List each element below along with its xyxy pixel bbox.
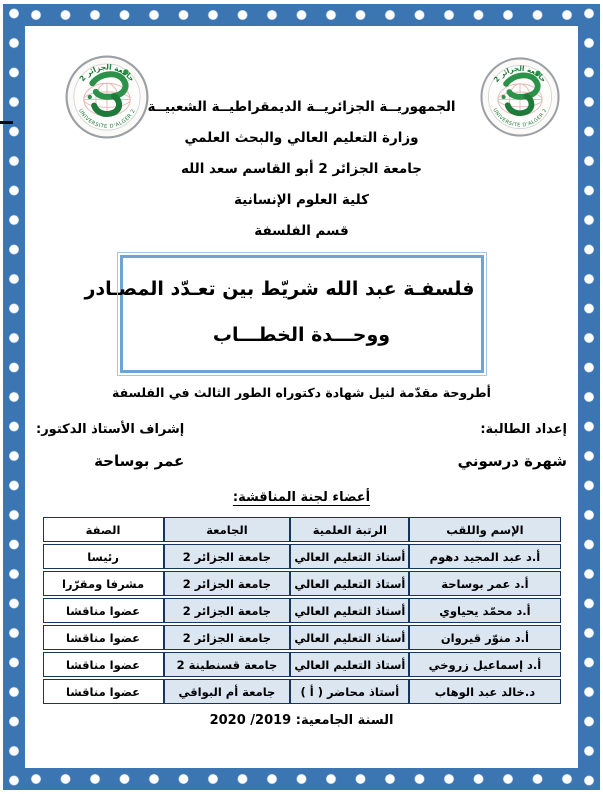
table-row: [43, 652, 561, 677]
table-cell: أ.د محمّد يحياوي: [409, 598, 560, 623]
supervisor-name: عمر بوساحة: [94, 452, 185, 470]
page-content: [30, 26, 573, 768]
header-line: وزارة التعليم العالي والبحث العلمي: [184, 130, 419, 146]
table-cell: رئيسا: [43, 544, 164, 569]
table-cell: أستاذ التعليم العالي: [290, 652, 409, 677]
committee-table-body: [43, 544, 561, 704]
thesis-subtitle: أطروحة مقدّمة لنيل شهادة دكتوراه الطور الثالث في الفلسفة: [112, 385, 491, 400]
scan-mark-artifact: [0, 121, 13, 124]
committee-table: [43, 515, 561, 706]
page-border-bottom: [3, 768, 600, 790]
thesis-title-line-1: فلسفـة عبد الله شريّط بين تعـدّد المصـادر: [84, 278, 475, 300]
table-cell: جامعة قسنطينة 2: [164, 652, 291, 677]
table-row: [43, 598, 561, 623]
page-border-right: [578, 4, 600, 790]
column-header: الجامعة: [164, 517, 291, 542]
table-cell: عضوا مناقشا: [43, 625, 164, 650]
table-cell: جامعة الجزائر 2: [164, 571, 291, 596]
table-row: [43, 544, 561, 569]
column-header: الإسم واللقب: [409, 517, 560, 542]
table-row: [43, 625, 561, 650]
table-row: [43, 571, 561, 596]
table-cell: د.خالد عبد الوهاب: [409, 679, 560, 704]
thesis-title-line-2: ووحـــدة الخطـــاب: [212, 324, 391, 346]
committee-heading: أعضاء لجنة المناقشة:: [232, 490, 371, 505]
gov-headers: [30, 92, 573, 247]
supervisor-block: [36, 422, 184, 470]
table-cell: أ.د عمر بوساحة: [409, 571, 560, 596]
table-cell: عضوا مناقشا: [43, 679, 164, 704]
page-border-top: [3, 4, 600, 26]
header-line: قسم الفلسفة: [254, 223, 349, 239]
student-name: شهرة درسوني: [457, 452, 567, 470]
header-line: الجمهوريــة الجزائريــة الديمقراطيــة الشعبيــة: [147, 99, 456, 115]
preparation-row: [30, 422, 573, 470]
table-row: [43, 679, 561, 704]
student-label: إعداد الطالبة:: [480, 422, 567, 437]
column-header: الصفة: [43, 517, 164, 542]
table-cell: أستاذ التعليم العالي: [290, 598, 409, 623]
committee-table-head: [43, 517, 561, 542]
seal-top-arc-text: جامعة الجزائر 2: [492, 64, 548, 84]
thesis-title-box: [84, 255, 484, 373]
table-cell: مشرفا ومقرّرا: [43, 571, 164, 596]
table-cell: أستاذ التعليم العالي: [290, 625, 409, 650]
table-cell: جامعة الجزائر 2: [164, 598, 291, 623]
table-cell: أ.د إسماعيل زروخي: [409, 652, 560, 677]
seal-bottom-arc-text: UNIVERSITE D'ALGER 2: [491, 107, 549, 129]
header-line: جامعة الجزائر 2 أبو القاسم سعد الله: [180, 161, 423, 177]
table-header-row: [43, 517, 561, 542]
table-cell: أستاذ التعليم العالي: [290, 544, 409, 569]
table-cell: أستاذ التعليم العالي: [290, 571, 409, 596]
table-cell: أستاذ محاضر ( أ ): [290, 679, 409, 704]
seal-bottom-arc-text: UNIVERSITE D'ALGER 2: [77, 108, 137, 131]
table-cell: جامعة أم البواقي: [164, 679, 291, 704]
table-cell: أ.د منوّر قيروان: [409, 625, 560, 650]
column-header: الرتبة العلمية: [290, 517, 409, 542]
header-line: كلية العلوم الإنسانية: [234, 192, 369, 208]
supervisor-label: إشراف الأستاذ الدكتور:: [36, 422, 185, 437]
student-block: [457, 422, 567, 470]
academic-year: السنة الجامعية: 2019/ 2020: [209, 713, 394, 728]
table-cell: عضوا مناقشا: [43, 652, 164, 677]
table-cell: جامعة الجزائر 2: [164, 544, 291, 569]
seal-top-arc-text: جامعة الجزائر 2: [77, 62, 137, 84]
table-cell: أ.د عبد المجيد دهوم: [409, 544, 560, 569]
table-cell: عضوا مناقشا: [43, 598, 164, 623]
table-cell: جامعة الجزائر 2: [164, 625, 291, 650]
